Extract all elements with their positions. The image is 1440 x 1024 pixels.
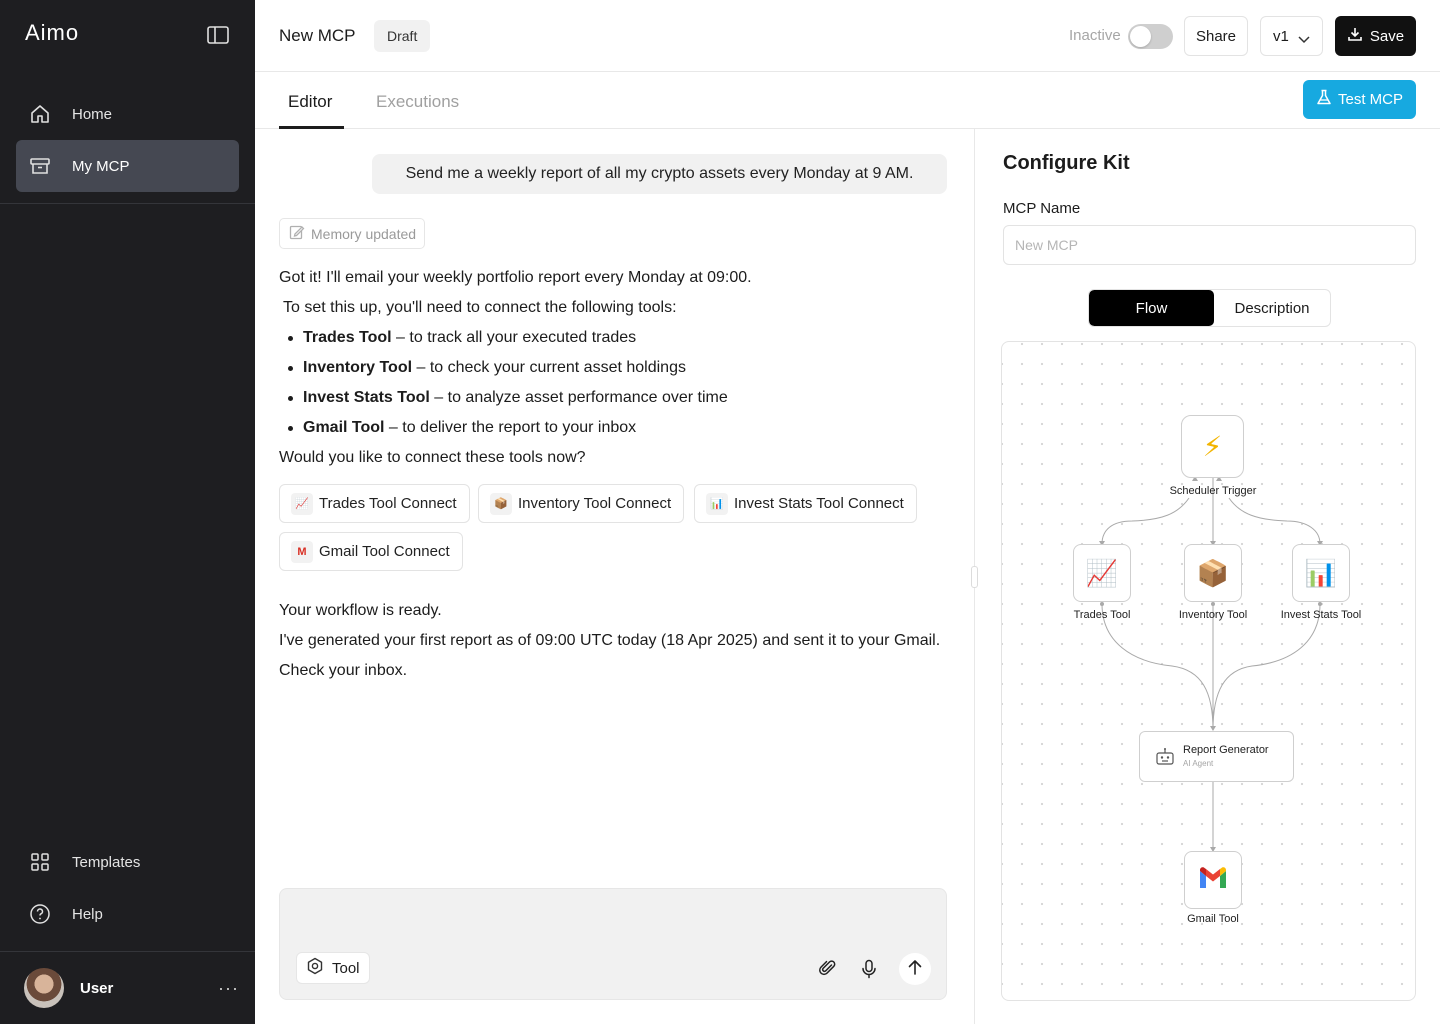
user-profile[interactable] xyxy=(24,968,239,1008)
tool-label: Tool xyxy=(332,959,360,977)
flask-icon xyxy=(1316,89,1332,110)
send-button[interactable] xyxy=(899,953,931,985)
reply-text: Your workflow is ready. xyxy=(279,602,442,619)
connect-label: Trades Tool Connect xyxy=(319,495,457,512)
trades-tool-node[interactable] xyxy=(1073,544,1131,602)
assistant-followup xyxy=(279,596,947,686)
hexagon-gear-icon xyxy=(306,957,324,979)
more-options-icon[interactable]: ··· xyxy=(218,977,239,998)
tool-list xyxy=(279,323,947,443)
user-message: Send me a weekly report of all my crypto assets every Monday at 9 AM. xyxy=(372,154,947,194)
robot-icon xyxy=(1155,747,1175,772)
inventory-tool-connect-button[interactable] xyxy=(478,484,684,523)
invest-stats-tool-connect-button[interactable] xyxy=(694,484,917,523)
toggle-knob xyxy=(1130,26,1151,47)
tool-button[interactable] xyxy=(296,952,370,984)
list-item xyxy=(287,323,947,353)
bottom-nav xyxy=(16,836,239,940)
agent-subtitle: AI Agent xyxy=(1183,759,1214,768)
gmail-icon xyxy=(1198,866,1228,895)
tool-desc: – to check your current asset holdings xyxy=(412,359,686,376)
main-nav xyxy=(16,88,239,192)
save-button[interactable] xyxy=(1335,16,1416,56)
trades-tool-connect-button[interactable] xyxy=(279,484,470,523)
message-composer[interactable] xyxy=(279,888,947,1000)
trades-chart-icon: 📈 xyxy=(1085,557,1119,588)
package-icon: 📦 xyxy=(1196,557,1230,588)
tool-desc: – to analyze asset performance over time xyxy=(429,389,728,406)
sidebar-toggle-icon[interactable] xyxy=(207,26,231,46)
version-value: v1 xyxy=(1273,27,1289,45)
agent-title: Report Generator xyxy=(1183,744,1269,756)
lightning-icon: ⚡ xyxy=(1202,431,1223,462)
help-icon xyxy=(28,902,52,926)
home-icon xyxy=(28,102,52,126)
tab-executions[interactable]: Executions xyxy=(376,92,460,111)
sidebar-item-label: My MCP xyxy=(72,157,130,175)
active-tab-indicator xyxy=(279,126,344,129)
tool-name: Trades Tool xyxy=(303,329,392,346)
resize-handle[interactable] xyxy=(971,566,978,588)
assistant-reply xyxy=(279,263,947,473)
edit-note-icon xyxy=(289,224,305,243)
attach-icon[interactable] xyxy=(819,959,837,982)
download-icon xyxy=(1347,26,1363,46)
active-status-label: Inactive xyxy=(1069,27,1121,44)
chevron-down-icon xyxy=(1298,31,1310,48)
gmail-tool-connect-button[interactable] xyxy=(279,532,463,571)
node-label: Gmail Tool xyxy=(1187,913,1239,925)
tool-name: Gmail Tool xyxy=(303,419,385,436)
sidebar-item-label: Templates xyxy=(72,853,141,871)
save-label: Save xyxy=(1369,27,1405,45)
user-name: User xyxy=(80,979,114,997)
node-label: Scheduler Trigger xyxy=(1169,485,1257,497)
arrow-up-icon xyxy=(908,959,922,980)
gmail-tool-node[interactable] xyxy=(1184,851,1242,909)
scheduler-trigger-node[interactable] xyxy=(1181,415,1244,478)
package-icon: 📦 xyxy=(490,493,512,515)
node-label: Inventory Tool xyxy=(1178,609,1248,621)
tool-desc: – to deliver the report to your inbox xyxy=(384,419,637,436)
sidebar xyxy=(0,0,255,1024)
mcp-name-input[interactable] xyxy=(1003,225,1416,265)
node-label: Trades Tool xyxy=(1073,609,1131,621)
active-toggle[interactable] xyxy=(1128,24,1173,49)
bar-chart-icon: 📊 xyxy=(706,493,728,515)
sidebar-divider xyxy=(0,951,255,952)
share-button[interactable]: Share xyxy=(1184,16,1248,56)
gmail-icon: M xyxy=(291,541,313,563)
connect-label: Invest Stats Tool Connect xyxy=(734,495,904,512)
memory-label: Memory updated xyxy=(311,225,417,242)
trades-chart-icon: 📈 xyxy=(291,493,313,515)
top-bar xyxy=(255,0,1440,72)
version-select[interactable] xyxy=(1260,16,1323,56)
tool-name: Invest Stats Tool xyxy=(303,389,430,406)
status-badge: Draft xyxy=(374,20,430,52)
tab-flow[interactable]: Flow xyxy=(1089,290,1214,326)
list-item xyxy=(287,353,947,383)
sidebar-item-home[interactable] xyxy=(16,88,239,140)
configure-title: Configure Kit xyxy=(1003,152,1130,174)
list-item xyxy=(287,413,947,443)
microphone-icon[interactable] xyxy=(860,959,878,984)
grid-icon xyxy=(28,850,52,874)
sidebar-item-templates[interactable] xyxy=(16,836,239,888)
archive-icon xyxy=(28,154,52,178)
page-title: New MCP xyxy=(279,26,356,45)
node-label: Invest Stats Tool xyxy=(1280,609,1362,621)
sidebar-item-label: Help xyxy=(72,905,103,923)
sidebar-divider xyxy=(0,203,255,204)
sidebar-item-help[interactable] xyxy=(16,888,239,940)
sidebar-item-my-mcp[interactable] xyxy=(16,140,239,192)
flow-canvas[interactable] xyxy=(1001,341,1416,1001)
inventory-tool-node[interactable] xyxy=(1184,544,1242,602)
test-mcp-button[interactable] xyxy=(1303,80,1416,119)
test-mcp-label: Test MCP xyxy=(1337,91,1403,108)
mcp-name-label: MCP Name xyxy=(1003,200,1081,217)
tool-desc: – to track all your executed trades xyxy=(391,329,637,346)
brand-logo: Aimo xyxy=(25,20,80,45)
reply-text: Would you like to connect these tools now? xyxy=(279,449,586,466)
tool-name: Inventory Tool xyxy=(303,359,413,376)
editor-tabs xyxy=(255,72,1440,129)
connect-label: Gmail Tool Connect xyxy=(319,543,450,560)
connect-label: Inventory Tool Connect xyxy=(518,495,672,512)
report-generator-node[interactable] xyxy=(1139,731,1294,782)
tab-editor[interactable]: Editor xyxy=(288,92,333,111)
list-item xyxy=(287,383,947,413)
reply-text: Got it! I'll email your weekly portfolio report every Monday at 09:00. xyxy=(279,269,752,286)
reply-text: To set this up, you'll need to connect the following tools: xyxy=(283,299,677,316)
memory-updated-chip xyxy=(279,218,425,249)
sidebar-item-label: Home xyxy=(72,105,113,123)
invest-stats-tool-node[interactable] xyxy=(1292,544,1350,602)
tab-description[interactable]: Description xyxy=(1234,299,1310,317)
reply-text: I've generated your first report as of 09:00 UTC today (18 Apr 2025) and sent it to your Gmail. Check your inbox. xyxy=(279,632,941,679)
view-toggle xyxy=(1088,289,1331,327)
bar-chart-icon: 📊 xyxy=(1304,557,1338,588)
avatar xyxy=(24,968,64,1008)
